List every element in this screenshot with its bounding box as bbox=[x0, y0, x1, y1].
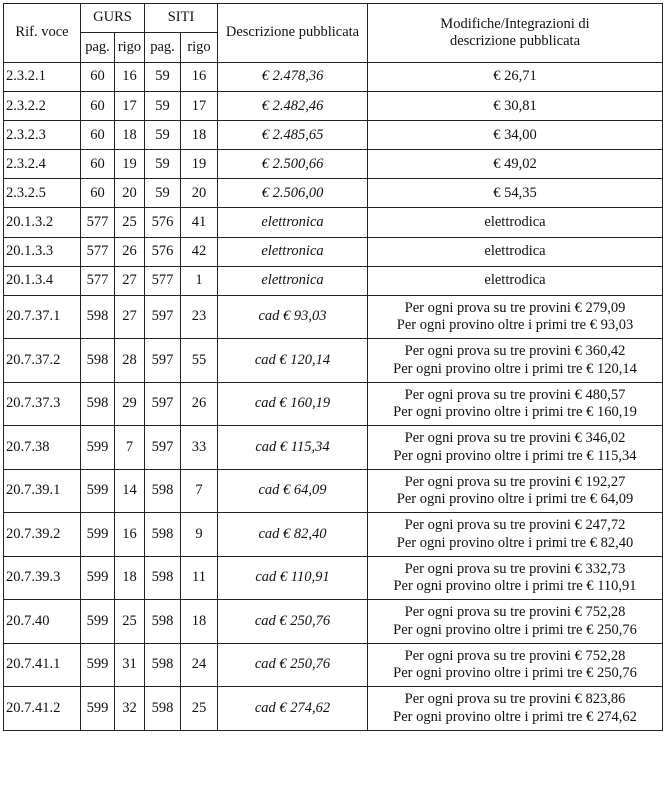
modifica-line-2: Per ogni provino oltre i primi tre € 160,19 bbox=[393, 404, 637, 420]
cell-siti-rigo: 19 bbox=[181, 150, 218, 179]
cell-rif-voce: 20.7.40 bbox=[4, 600, 81, 644]
cell-descrizione: cad € 64,09 bbox=[218, 469, 368, 513]
cell-siti-pag: 598 bbox=[145, 556, 181, 600]
cell-rif-voce: 2.3.2.1 bbox=[4, 63, 81, 92]
header-rif-voce: Rif. voce bbox=[4, 4, 81, 63]
cell-rif-voce: 20.7.37.1 bbox=[4, 295, 81, 339]
cell-modifiche bbox=[368, 382, 663, 426]
cell-siti-rigo: 41 bbox=[181, 208, 218, 237]
cell-siti-rigo: 17 bbox=[181, 92, 218, 121]
table-row bbox=[4, 339, 663, 383]
cell-rif-voce: 2.3.2.5 bbox=[4, 179, 81, 208]
header-descrizione: Descrizione pubblicata bbox=[218, 4, 368, 63]
cell-modifiche bbox=[368, 266, 663, 295]
modifica-line-1: Per ogni prova su tre provini € 346,02 bbox=[404, 430, 626, 447]
modifica-line-1: Per ogni prova su tre provini € 752,28 bbox=[404, 604, 626, 621]
cell-gurs-rigo: 28 bbox=[115, 339, 145, 383]
cell-siti-rigo: 23 bbox=[181, 295, 218, 339]
cell-rif-voce: 20.7.37.2 bbox=[4, 339, 81, 383]
cell-descrizione: cad € 93,03 bbox=[218, 295, 368, 339]
cell-modifiche bbox=[368, 687, 663, 731]
modifica-line-2: Per ogni provino oltre i primi tre € 115,34 bbox=[393, 447, 637, 464]
cell-gurs-rigo: 26 bbox=[115, 237, 145, 266]
modifica-line-2: Per ogni provino oltre i primi tre € 274,62 bbox=[393, 708, 637, 725]
cell-gurs-pag: 599 bbox=[81, 643, 115, 687]
cell-descrizione: elettronica bbox=[218, 266, 368, 295]
errata-table bbox=[3, 3, 663, 731]
cell-siti-rigo: 33 bbox=[181, 426, 218, 470]
cell-descrizione: € 2.482,46 bbox=[218, 92, 368, 121]
cell-gurs-pag: 577 bbox=[81, 237, 115, 266]
modifica-line-2: Per ogni provino oltre i primi tre € 120,14 bbox=[393, 360, 637, 377]
cell-rif-voce: 20.7.39.1 bbox=[4, 469, 81, 513]
cell-descrizione: € 2.478,36 bbox=[218, 63, 368, 92]
cell-gurs-pag: 60 bbox=[81, 121, 115, 150]
header-modifiche-line1: Modifiche/Integrazioni di bbox=[440, 15, 590, 32]
cell-modifiche bbox=[368, 643, 663, 687]
cell-gurs-rigo: 20 bbox=[115, 179, 145, 208]
modifica-line-1: elettrodica bbox=[484, 272, 546, 289]
cell-siti-pag: 59 bbox=[145, 150, 181, 179]
cell-gurs-pag: 60 bbox=[81, 150, 115, 179]
cell-siti-pag: 597 bbox=[145, 426, 181, 470]
cell-gurs-rigo: 29 bbox=[115, 382, 145, 426]
cell-siti-pag: 576 bbox=[145, 237, 181, 266]
cell-descrizione: cad € 274,62 bbox=[218, 687, 368, 731]
cell-gurs-pag: 60 bbox=[81, 179, 115, 208]
cell-modifiche bbox=[368, 469, 663, 513]
header-gurs-rigo: rigo bbox=[115, 33, 145, 63]
cell-gurs-rigo: 31 bbox=[115, 643, 145, 687]
cell-modifiche bbox=[368, 426, 663, 470]
cell-siti-rigo: 55 bbox=[181, 339, 218, 383]
cell-modifiche bbox=[368, 208, 663, 237]
modifica-line-2: Per ogni provino oltre i primi tre € 93,03 bbox=[396, 317, 634, 333]
cell-rif-voce: 20.1.3.3 bbox=[4, 237, 81, 266]
cell-modifiche bbox=[368, 92, 663, 121]
cell-gurs-rigo: 18 bbox=[115, 556, 145, 600]
cell-siti-pag: 59 bbox=[145, 179, 181, 208]
cell-modifiche bbox=[368, 339, 663, 383]
cell-rif-voce: 20.7.39.2 bbox=[4, 513, 81, 557]
cell-siti-pag: 59 bbox=[145, 63, 181, 92]
cell-rif-voce: 20.7.37.3 bbox=[4, 382, 81, 426]
modifica-line-1: elettrodica bbox=[484, 213, 546, 230]
cell-gurs-rigo: 25 bbox=[115, 600, 145, 644]
cell-siti-rigo: 1 bbox=[181, 266, 218, 295]
cell-siti-pag: 59 bbox=[145, 92, 181, 121]
cell-gurs-pag: 60 bbox=[81, 92, 115, 121]
modifica-line-1: Per ogni prova su tre provini € 823,86 bbox=[404, 691, 626, 708]
cell-descrizione: cad € 250,76 bbox=[218, 643, 368, 687]
modifica-line-1: Per ogni prova su tre provini € 192,27 bbox=[404, 473, 626, 490]
cell-siti-pag: 597 bbox=[145, 339, 181, 383]
table-row bbox=[4, 426, 663, 470]
cell-gurs-rigo: 18 bbox=[115, 121, 145, 150]
modifica-line-1: Per ogni prova su tre provini € 360,42 bbox=[404, 343, 626, 360]
modifica-line-1: € 34,00 bbox=[493, 126, 537, 143]
cell-siti-pag: 598 bbox=[145, 469, 181, 513]
modifica-line-1: € 49,02 bbox=[493, 155, 537, 172]
cell-gurs-rigo: 16 bbox=[115, 513, 145, 557]
modifica-line-1: Per ogni prova su tre provini € 480,57 bbox=[404, 386, 626, 403]
cell-gurs-pag: 60 bbox=[81, 63, 115, 92]
cell-gurs-pag: 599 bbox=[81, 687, 115, 731]
cell-siti-rigo: 42 bbox=[181, 237, 218, 266]
cell-modifiche bbox=[368, 121, 663, 150]
table-row bbox=[4, 382, 663, 426]
cell-modifiche bbox=[368, 63, 663, 92]
header-siti: SITI bbox=[145, 4, 218, 33]
table-row bbox=[4, 63, 663, 92]
cell-rif-voce: 20.7.41.1 bbox=[4, 643, 81, 687]
table-row bbox=[4, 687, 663, 731]
cell-rif-voce: 20.7.39.3 bbox=[4, 556, 81, 600]
modifica-line-1: Per ogni prova su tre provini € 247,72 bbox=[404, 517, 626, 534]
header-modifiche bbox=[368, 4, 663, 63]
cell-siti-pag: 577 bbox=[145, 266, 181, 295]
cell-gurs-rigo: 25 bbox=[115, 208, 145, 237]
cell-siti-pag: 598 bbox=[145, 643, 181, 687]
modifica-line-1: € 30,81 bbox=[493, 97, 537, 114]
cell-siti-pag: 59 bbox=[145, 121, 181, 150]
header-siti-rigo: rigo bbox=[181, 33, 218, 63]
modifica-line-2: Per ogni provino oltre i primi tre € 250,76 bbox=[393, 665, 637, 681]
cell-modifiche bbox=[368, 556, 663, 600]
cell-rif-voce: 20.1.3.4 bbox=[4, 266, 81, 295]
cell-descrizione: cad € 250,76 bbox=[218, 600, 368, 644]
table-row bbox=[4, 266, 663, 295]
cell-siti-rigo: 7 bbox=[181, 469, 218, 513]
table-body bbox=[4, 63, 663, 731]
cell-descrizione: elettronica bbox=[218, 208, 368, 237]
cell-gurs-rigo: 27 bbox=[115, 295, 145, 339]
modifica-line-2: Per ogni provino oltre i primi tre € 110,91 bbox=[393, 578, 637, 594]
table-row bbox=[4, 643, 663, 687]
cell-siti-pag: 598 bbox=[145, 687, 181, 731]
table-row bbox=[4, 513, 663, 557]
cell-siti-pag: 597 bbox=[145, 295, 181, 339]
modifica-line-2: Per ogni provino oltre i primi tre € 82,40 bbox=[396, 534, 634, 551]
cell-descrizione: cad € 160,19 bbox=[218, 382, 368, 426]
modifica-line-1: € 26,71 bbox=[493, 68, 537, 85]
cell-siti-rigo: 26 bbox=[181, 382, 218, 426]
cell-siti-rigo: 18 bbox=[181, 121, 218, 150]
table-row bbox=[4, 295, 663, 339]
cell-rif-voce: 20.7.38 bbox=[4, 426, 81, 470]
modifica-line-1: Per ogni prova su tre provini € 752,28 bbox=[404, 647, 626, 664]
cell-modifiche bbox=[368, 513, 663, 557]
cell-gurs-pag: 577 bbox=[81, 208, 115, 237]
cell-modifiche bbox=[368, 150, 663, 179]
cell-modifiche bbox=[368, 179, 663, 208]
cell-gurs-pag: 599 bbox=[81, 426, 115, 470]
cell-siti-rigo: 25 bbox=[181, 687, 218, 731]
cell-modifiche bbox=[368, 600, 663, 644]
cell-descrizione: € 2.506,00 bbox=[218, 179, 368, 208]
modifica-line-2: Per ogni provino oltre i primi tre € 250,76 bbox=[393, 621, 637, 638]
header-siti-pag: pag. bbox=[145, 33, 181, 63]
modifica-line-1: Per ogni prova su tre provini € 279,09 bbox=[404, 299, 626, 316]
cell-gurs-rigo: 17 bbox=[115, 92, 145, 121]
modifica-line-1: Per ogni prova su tre provini € 332,73 bbox=[404, 560, 626, 577]
header-gurs-pag: pag. bbox=[81, 33, 115, 63]
header-gurs: GURS bbox=[81, 4, 145, 33]
modifica-line-2: Per ogni provino oltre i primi tre € 64,09 bbox=[396, 491, 634, 507]
cell-siti-rigo: 11 bbox=[181, 556, 218, 600]
table-row bbox=[4, 179, 663, 208]
header-row-1 bbox=[4, 4, 663, 33]
cell-gurs-pag: 599 bbox=[81, 469, 115, 513]
cell-gurs-pag: 598 bbox=[81, 339, 115, 383]
table-row bbox=[4, 469, 663, 513]
cell-gurs-pag: 599 bbox=[81, 513, 115, 557]
cell-siti-rigo: 24 bbox=[181, 643, 218, 687]
cell-descrizione: cad € 110,91 bbox=[218, 556, 368, 600]
table-row bbox=[4, 208, 663, 237]
cell-rif-voce: 20.7.41.2 bbox=[4, 687, 81, 731]
table-row bbox=[4, 150, 663, 179]
cell-gurs-pag: 599 bbox=[81, 600, 115, 644]
cell-descrizione: € 2.500,66 bbox=[218, 150, 368, 179]
cell-siti-rigo: 20 bbox=[181, 179, 218, 208]
cell-siti-rigo: 16 bbox=[181, 63, 218, 92]
table-row bbox=[4, 121, 663, 150]
cell-descrizione: cad € 120,14 bbox=[218, 339, 368, 383]
cell-siti-rigo: 18 bbox=[181, 600, 218, 644]
modifica-line-1: elettrodica bbox=[484, 243, 546, 260]
cell-modifiche bbox=[368, 295, 663, 339]
table-row bbox=[4, 556, 663, 600]
table-row bbox=[4, 92, 663, 121]
cell-gurs-rigo: 14 bbox=[115, 469, 145, 513]
cell-rif-voce: 2.3.2.2 bbox=[4, 92, 81, 121]
cell-gurs-pag: 598 bbox=[81, 382, 115, 426]
cell-gurs-rigo: 7 bbox=[115, 426, 145, 470]
cell-gurs-pag: 577 bbox=[81, 266, 115, 295]
cell-descrizione: elettronica bbox=[218, 237, 368, 266]
header-modifiche-line2: descrizione pubblicata bbox=[449, 33, 581, 49]
table-row bbox=[4, 600, 663, 644]
cell-gurs-rigo: 19 bbox=[115, 150, 145, 179]
cell-siti-pag: 576 bbox=[145, 208, 181, 237]
cell-gurs-rigo: 27 bbox=[115, 266, 145, 295]
cell-rif-voce: 20.1.3.2 bbox=[4, 208, 81, 237]
cell-gurs-pag: 598 bbox=[81, 295, 115, 339]
cell-descrizione: cad € 82,40 bbox=[218, 513, 368, 557]
cell-descrizione: cad € 115,34 bbox=[218, 426, 368, 470]
cell-gurs-pag: 599 bbox=[81, 556, 115, 600]
cell-gurs-rigo: 16 bbox=[115, 63, 145, 92]
cell-gurs-rigo: 32 bbox=[115, 687, 145, 731]
cell-descrizione: € 2.485,65 bbox=[218, 121, 368, 150]
cell-modifiche bbox=[368, 237, 663, 266]
cell-rif-voce: 2.3.2.3 bbox=[4, 121, 81, 150]
cell-siti-pag: 597 bbox=[145, 382, 181, 426]
cell-siti-pag: 598 bbox=[145, 513, 181, 557]
cell-siti-rigo: 9 bbox=[181, 513, 218, 557]
cell-rif-voce: 2.3.2.4 bbox=[4, 150, 81, 179]
table-row bbox=[4, 237, 663, 266]
cell-siti-pag: 598 bbox=[145, 600, 181, 644]
modifica-line-1: € 54,35 bbox=[493, 184, 537, 201]
